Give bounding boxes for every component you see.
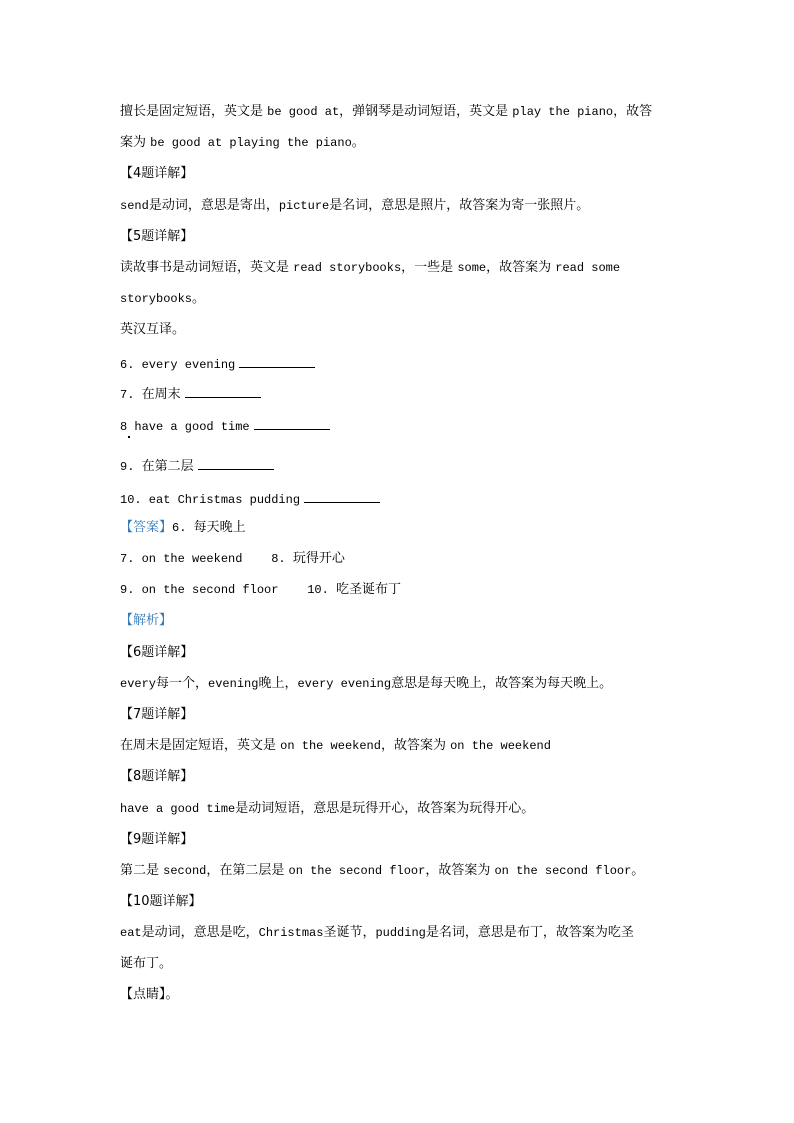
text-segment: 9. <box>120 460 142 474</box>
text-segment: 案为 <box>120 135 151 150</box>
text-segment: 是动词短语，意思是玩得开心，故答案为玩得开心。 <box>235 801 535 816</box>
text-line <box>120 861 644 881</box>
text-line <box>120 518 246 538</box>
text-segment: ，在第二层是 <box>206 863 289 878</box>
text-line <box>120 353 315 373</box>
answer-blank <box>198 455 274 470</box>
text-segment: 吃圣诞布丁 <box>336 582 402 597</box>
text-segment: be good at <box>267 105 340 119</box>
text-line <box>120 549 345 569</box>
text-line <box>120 643 193 663</box>
text-segment: second <box>163 864 207 878</box>
text-line <box>120 320 185 340</box>
text-segment: 读故事书是动词短语，英文是 <box>120 260 294 275</box>
text-segment: 英汉互译。 <box>120 322 186 337</box>
text-segment: 7. on the weekend 8. <box>120 552 293 566</box>
text-line <box>120 923 634 943</box>
text-segment: 【6题详解】 <box>120 645 194 660</box>
text-segment: send <box>120 199 149 213</box>
text-segment: 6. <box>172 521 194 535</box>
text-segment: 【5题详解】 <box>120 229 194 244</box>
text-line <box>120 985 179 1005</box>
text-line <box>120 892 202 912</box>
text-segment: 每天晚上 <box>193 520 246 535</box>
text-segment: 【4题详解】 <box>120 166 194 181</box>
text-line <box>120 580 401 600</box>
text-segment: 【点睛】。 <box>120 987 179 1002</box>
answer-blank <box>239 353 315 368</box>
text-segment: read storybooks <box>293 261 402 275</box>
text-segment: 。 <box>631 863 645 878</box>
text-segment: 8 have a good time <box>120 420 250 434</box>
text-segment: ，一些是 <box>401 260 458 275</box>
text-line <box>120 830 193 850</box>
text-segment: 圣诞节， <box>323 925 376 940</box>
text-line <box>120 196 589 216</box>
text-segment: 意思是每天晚上，故答案为每天晚上。 <box>391 676 613 691</box>
text-segment: 【9题详解】 <box>120 832 194 847</box>
text-segment: 擅长是固定短语，英文是 <box>120 104 268 119</box>
answer-blank <box>185 383 261 398</box>
text-segment: on the weekend <box>280 739 381 753</box>
text-segment: 【8题详解】 <box>120 769 194 784</box>
text-segment: evening <box>208 677 259 691</box>
answer-blank <box>254 415 330 430</box>
stray-dot <box>128 436 130 438</box>
text-segment: 在周末是固定短语，英文是 <box>120 738 281 753</box>
text-line <box>120 705 193 725</box>
text-segment: ，故答 <box>613 104 653 119</box>
text-line <box>120 954 172 974</box>
text-segment: every evening <box>297 677 392 691</box>
text-segment: play the piano <box>512 105 614 119</box>
text-segment: on the second floor <box>288 864 426 878</box>
text-segment: be good at playing the piano <box>150 136 352 150</box>
text-segment: 10. eat Christmas pudding <box>120 493 301 507</box>
text-segment: 在周末 <box>141 387 181 402</box>
text-segment: ，弹钢琴是动词短语，英文是 <box>339 104 513 119</box>
answer-blank <box>304 488 380 503</box>
text-segment: storybooks <box>120 292 193 306</box>
text-line <box>120 488 380 508</box>
text-segment: 9. on the second floor 10. <box>120 583 337 597</box>
text-line <box>120 227 193 247</box>
text-line <box>120 736 551 756</box>
text-segment: pudding <box>375 926 426 940</box>
text-line <box>120 455 274 475</box>
text-segment: 。 <box>192 291 206 306</box>
section-heading: 【解析】 <box>120 613 173 628</box>
text-segment: 。 <box>351 135 365 150</box>
text-line <box>120 674 612 694</box>
text-segment: Christmas <box>258 926 324 940</box>
text-segment: 是动词，意思是寄出， <box>148 198 279 213</box>
text-segment: 7. <box>120 388 142 402</box>
text-segment: picture <box>278 199 330 213</box>
text-segment: ，故答案为 <box>425 863 495 878</box>
text-segment: read some <box>555 261 621 275</box>
text-line <box>120 133 365 153</box>
text-line <box>120 799 534 819</box>
text-segment: 是名词，意思是布丁，故答案为吃圣 <box>425 925 634 940</box>
text-segment: 6. every evening <box>120 358 236 372</box>
text-line <box>120 289 205 309</box>
text-segment: on the second floor <box>494 864 632 878</box>
text-segment: some <box>457 261 487 275</box>
text-line <box>120 258 620 278</box>
text-segment: every <box>120 677 157 691</box>
text-segment: 【10题详解】 <box>120 894 202 909</box>
text-segment: on the weekend <box>450 739 551 753</box>
text-line <box>120 415 330 435</box>
text-segment: 是名词，意思是照片，故答案为寄一张照片。 <box>329 198 590 213</box>
text-line <box>120 383 261 403</box>
text-segment: 每一个， <box>156 676 209 691</box>
text-line <box>120 611 172 631</box>
text-segment: 玩得开心 <box>292 551 345 566</box>
text-segment: 诞布丁。 <box>120 956 173 971</box>
text-segment: ，故答案为 <box>486 260 556 275</box>
text-segment: 晚上， <box>258 676 298 691</box>
section-heading: 【答案】 <box>120 520 173 535</box>
text-segment: 是动词，意思是吃， <box>141 925 259 940</box>
text-segment: ，故答案为 <box>380 738 451 753</box>
text-segment: have a good time <box>120 802 236 816</box>
text-line <box>120 164 193 184</box>
text-segment: 第二是 <box>120 863 164 878</box>
text-segment: eat <box>120 926 142 940</box>
text-line <box>120 102 652 122</box>
text-line <box>120 767 193 787</box>
text-segment: 在第二层 <box>141 459 194 474</box>
text-segment: 【7题详解】 <box>120 707 194 722</box>
